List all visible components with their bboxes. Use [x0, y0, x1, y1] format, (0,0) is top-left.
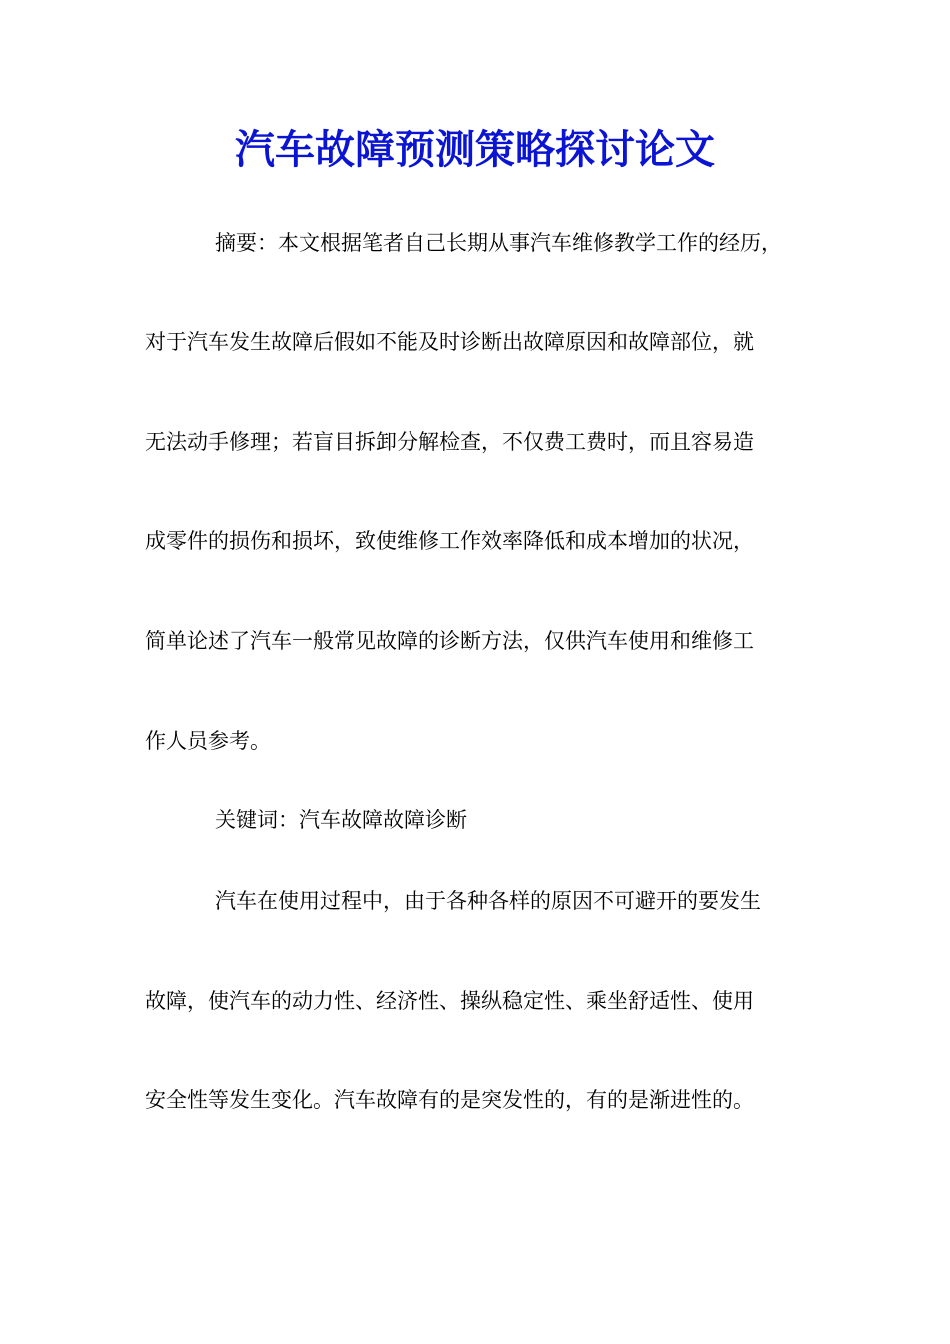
keywords-line: 关键词：汽车故障故障诊断 [215, 808, 467, 832]
abstract-line-3: 无法动手修理；若盲目拆卸分解检查，不仅费工费时，而且容易造 [145, 430, 754, 454]
body-line-1: 汽车在使用过程中，由于各种各样的原因不可避开的要发生 [215, 889, 761, 913]
abstract-line-4: 成零件的损伤和损坏，致使维修工作效率降低和成本增加的状况， [145, 529, 754, 553]
abstract-line-6: 作人员参考。 [145, 729, 271, 753]
body-line-3: 安全性等发生变化。汽车故障有的是突发性的，有的是渐进性的。 [145, 1088, 754, 1112]
abstract-line-5: 简单论述了汽车一般常见故障的诊断方法，仅供汽车使用和维修工 [145, 629, 754, 653]
abstract-line-2: 对于汽车发生故障后假如不能及时诊断出故障原因和故障部位，就 [145, 330, 754, 354]
body-line-2: 故障，使汽车的动力性、经济性、操纵稳定性、乘坐舒适性、使用 [145, 989, 754, 1013]
abstract-line-1: 摘要：本文根据笔者自己长期从事汽车维修教学工作的经历， [215, 231, 782, 255]
document-title: 汽车故障预测策略探讨论文 [235, 126, 715, 173]
